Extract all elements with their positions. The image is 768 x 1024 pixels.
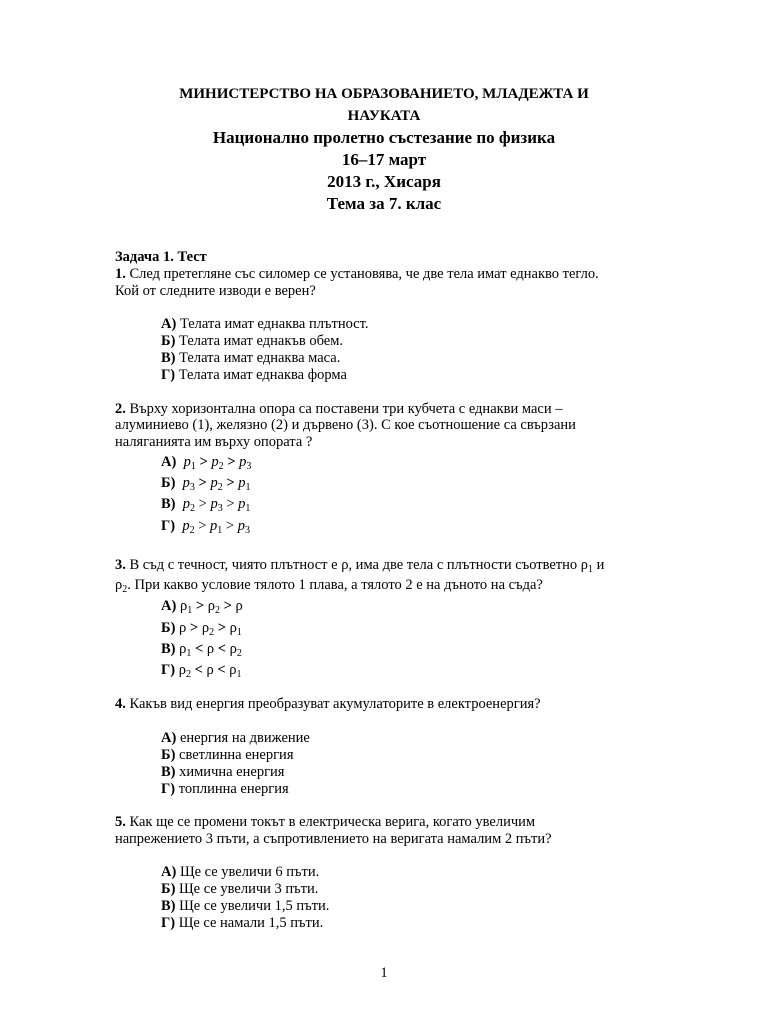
question-3-rho-1: $\rho_1$: [580, 557, 594, 575]
q2-b-term-2: $p_2$: [210, 475, 223, 493]
question-2-text-2: алуминиево (1), желязно (2) и дървено (3). С кое съотношение са свързани: [115, 417, 576, 433]
q1-option-d-label: Г): [161, 367, 176, 383]
q3-c-op-1: <: [195, 641, 204, 657]
q1-option-b: [161, 333, 343, 350]
q2-option-b-label: Б): [161, 475, 176, 491]
q4-option-d-text: топлинна енергия: [175, 781, 289, 797]
question-3-line-2: [115, 577, 543, 594]
question-5-line-1: [115, 814, 535, 831]
q2-d-op-2: >: [225, 518, 235, 534]
q3-option-d-label: Г): [161, 662, 176, 678]
q2-a-term-3: $p_3$: [239, 454, 252, 472]
q1-option-d-text: Телата имат еднаква форма: [175, 367, 347, 383]
q4-option-c: [161, 764, 284, 781]
q3-d-op-1: <: [194, 662, 203, 678]
question-4-line-1: [115, 696, 541, 713]
q2-option-a: [161, 454, 251, 471]
question-5-number: 5.: [115, 814, 126, 830]
question-2-text-1: Върху хоризонтална опора са поставени три кубчета с еднакви маси –: [125, 401, 563, 417]
q3-c-term-2: ρ: [206, 641, 215, 657]
q2-c-term-2: $p_3$: [210, 496, 223, 514]
q5-option-a: [161, 864, 319, 881]
task-title: Задача 1. Тест: [115, 249, 207, 265]
question-4-number: 4.: [115, 696, 126, 712]
year-place: 2013 г., Хисаря: [327, 172, 441, 191]
q1-option-c-text: Телата имат еднаква маса.: [175, 350, 341, 366]
q3-option-a-label: А): [161, 598, 177, 614]
q3-option-c: [161, 641, 242, 658]
q5-option-d: [161, 915, 323, 932]
q2-c-term-1: $p_2$: [182, 496, 195, 514]
q5-option-b-label: Б): [161, 881, 176, 897]
q3-b-term-3: $\rho_1$: [229, 620, 242, 638]
q5-option-b: [161, 881, 318, 898]
q2-d-op-1: >: [198, 518, 207, 534]
q1-option-d: [161, 367, 347, 384]
q3-b-term-1: ρ: [179, 620, 187, 636]
q1-option-a: [161, 316, 369, 333]
q1-option-b-label: Б): [161, 333, 176, 349]
competition-dates: 16–17 март: [341, 150, 427, 169]
q5-option-c-text: Ще се увеличи 1,5 пъти.: [175, 898, 330, 914]
q2-c-op-1: >: [198, 496, 207, 512]
q2-option-d-label: Г): [161, 518, 176, 534]
q3-d-term-3: $\rho_1$: [229, 662, 242, 680]
question-2-text-3: наляганията им върху опората ?: [115, 434, 313, 450]
question-3-number: 3.: [115, 557, 126, 573]
question-1-text-2: Кой от следните изводи е верен?: [115, 283, 316, 299]
q3-option-d: [161, 662, 241, 679]
question-2-line-1: [115, 401, 563, 418]
q3-b-term-2: $\rho_2$: [201, 620, 215, 638]
q4-option-b: [161, 747, 294, 764]
q3-a-term-1: $\rho_1$: [179, 598, 193, 616]
q3-a-term-3: ρ: [235, 598, 243, 614]
q3-b-op-2: >: [217, 620, 226, 636]
q3-option-b: [161, 620, 242, 637]
q2-b-term-1: $p_3$: [182, 475, 195, 493]
question-3-text-2: . При какво условие тялото 1 плава, а тялото 2 е на дъното на съда?: [127, 577, 543, 593]
q1-option-b-text: Телата имат еднакъв обем.: [175, 333, 344, 349]
q3-c-term-3: $\rho_2$: [229, 641, 242, 659]
q2-a-term-2: $p_2$: [211, 454, 224, 472]
q4-option-b-text: светлинна енергия: [175, 747, 294, 763]
question-3-line-1: [115, 557, 604, 574]
question-2-number: 2.: [115, 401, 126, 417]
q3-option-b-label: Б): [161, 620, 176, 636]
q2-d-term-3: $p_3$: [237, 518, 250, 536]
q4-option-d: [161, 781, 289, 798]
q5-option-d-text: Ще се намали 1,5 пъти.: [175, 915, 324, 931]
q4-option-a-label: А): [161, 730, 177, 746]
q3-c-op-2: <: [217, 641, 227, 657]
q3-a-op-2: >: [223, 598, 232, 614]
q4-option-b-label: Б): [161, 747, 176, 763]
q2-a-op-2: >: [227, 454, 236, 470]
q2-a-term-1: $p_1$: [183, 454, 196, 472]
q2-b-op-2: >: [226, 475, 235, 491]
q2-a-op-1: >: [199, 454, 208, 470]
q1-option-c: [161, 350, 340, 367]
q2-option-b: [161, 475, 250, 492]
question-5-text-1: Как ще се промени токът в електрическа верига, когато увеличим: [125, 814, 536, 830]
page-number: 1: [380, 965, 388, 981]
q2-d-term-1: $p_2$: [182, 518, 195, 536]
ministry-line-2: НАУКАТА: [347, 108, 421, 124]
q3-a-term-2: $\rho_2$: [207, 598, 220, 616]
question-5-text-2: напрежението 3 пъти, а съпротивлението на веригата намалим 2 пъти?: [115, 831, 552, 847]
q2-d-term-2: $p_1$: [210, 518, 223, 536]
q2-option-d: [161, 518, 250, 535]
question-3-text-1: В съд с течност, чиято плътност е ρ, има две тела с плътности съответно: [125, 557, 581, 573]
q3-b-op-1: >: [189, 620, 199, 636]
question-1-number: 1.: [115, 266, 126, 282]
q2-c-op-2: >: [226, 496, 235, 512]
q5-option-d-label: Г): [161, 915, 176, 931]
q1-option-a-label: А): [161, 316, 177, 332]
q3-a-op-1: >: [195, 598, 205, 614]
question-4-text-1: Какъв вид енергия преобразуват акумулаторите в електроенергия?: [125, 696, 541, 712]
q5-option-b-text: Ще се увеличи 3 пъти.: [175, 881, 319, 897]
question-3-and: и: [593, 557, 605, 573]
q3-c-term-1: $\rho_1$: [179, 641, 192, 659]
question-1-line-1: [115, 266, 599, 283]
q3-d-term-1: $\rho_2$: [178, 662, 191, 680]
q4-option-d-label: Г): [161, 781, 176, 797]
ministry-line-1: МИНИСТЕРСТВО НА ОБРАЗОВАНИЕТО, МЛАДЕЖТА И: [179, 86, 589, 102]
q3-option-a: [161, 598, 243, 615]
q2-option-c-label: В): [161, 496, 176, 512]
q2-b-op-1: >: [198, 475, 207, 491]
document-header: [0, 83, 768, 215]
q3-d-op-2: <: [217, 662, 226, 678]
q3-option-c-label: В): [161, 641, 176, 657]
q5-option-a-text: Ще се увеличи 6 пъти.: [176, 864, 320, 880]
q1-option-a-text: Телата имат еднаква плътност.: [176, 316, 369, 332]
question-3-rho-2: $\rho_2$: [115, 577, 128, 595]
q2-option-c: [161, 496, 250, 513]
competition-title: Национално пролетно състезание по физика: [212, 128, 556, 147]
q4-option-a-text: енергия на движение: [176, 730, 310, 746]
q1-option-c-label: В): [161, 350, 176, 366]
q5-option-c-label: В): [161, 898, 176, 914]
q4-option-c-text: химична енергия: [175, 764, 285, 780]
topic-title: Тема за 7. клас: [326, 194, 442, 213]
q5-option-a-label: А): [161, 864, 177, 880]
question-1-text-1: След претегляне със силомер се установява, че две тела имат еднакво тегло.: [125, 266, 599, 282]
q3-d-term-2: ρ: [206, 662, 214, 678]
q2-c-term-3: $p_1$: [238, 496, 251, 514]
q2-option-a-label: А): [161, 454, 177, 470]
q4-option-a: [161, 730, 310, 747]
q2-b-term-3: $p_1$: [238, 475, 251, 493]
q4-option-c-label: В): [161, 764, 176, 780]
q5-option-c: [161, 898, 329, 915]
